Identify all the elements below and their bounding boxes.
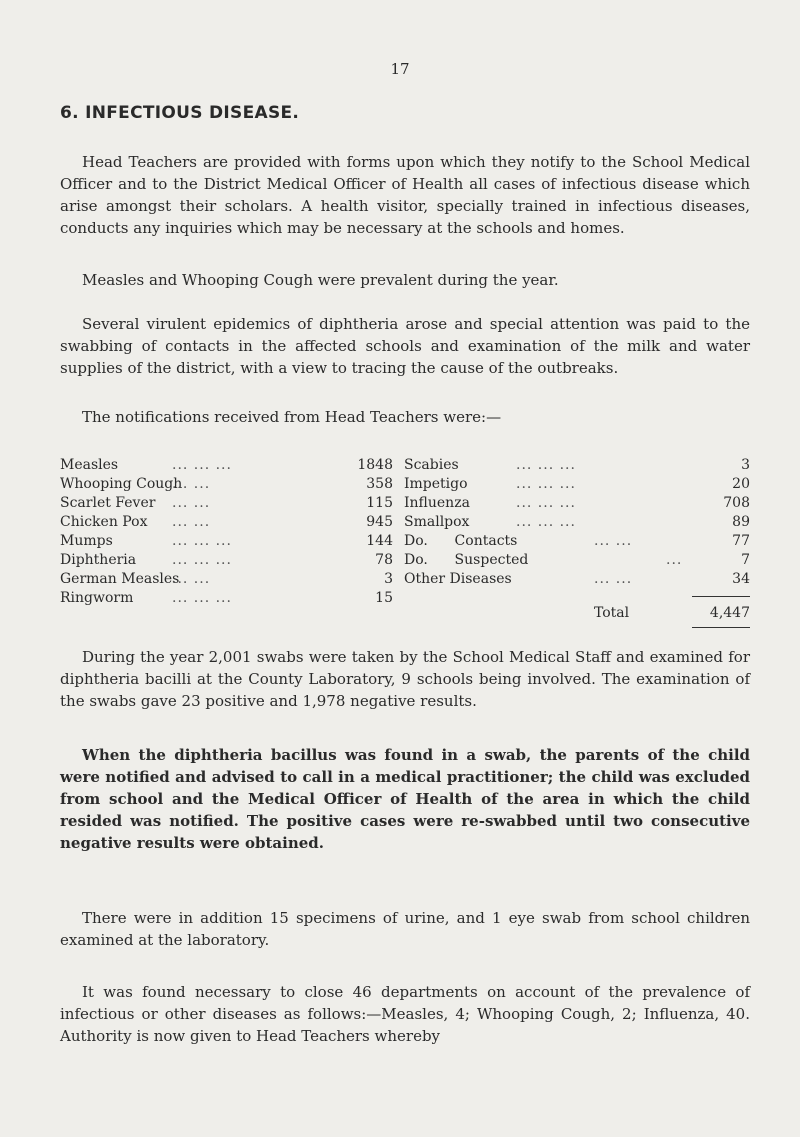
total-value: 4,447 <box>709 605 750 621</box>
table-row <box>60 494 393 513</box>
disease-name: Whooping Cough <box>60 476 183 492</box>
totals-area <box>404 0 750 1137</box>
leader-dots: ... ... ... <box>516 476 576 492</box>
disease-name: Chicken Pox <box>60 514 148 530</box>
notifications-table-left <box>60 456 393 608</box>
disease-count: 945 <box>366 514 393 530</box>
table-row <box>60 513 393 532</box>
disease-count: 89 <box>732 514 750 530</box>
paragraph-specimens: There were in addition 15 specimens of urine, and 1 eye swab from school children examined at the laboratory. <box>60 909 750 949</box>
disease-name: Influenza <box>404 495 470 511</box>
paragraph-closures: It was found necessary to close 46 departments on account of the prevalence of infectious or other diseases as follows:—Measles, 4; Whooping Cough, 2; Influenza, 40. Authority is now given to Head Teachers whereby <box>60 983 750 1045</box>
disease-name: Do. Contacts <box>404 533 518 549</box>
disease-name: Scarlet Fever <box>60 495 156 511</box>
disease-count: 115 <box>366 495 393 511</box>
leader-dots: ... ... <box>172 476 211 492</box>
total-label: Total <box>594 605 630 621</box>
table-row <box>60 532 393 551</box>
total-rule-bottom <box>692 627 750 628</box>
disease-name: Mumps <box>60 533 113 549</box>
disease-count: 7 <box>741 552 750 568</box>
disease-count: 15 <box>375 590 393 606</box>
leader-dots: ... ... ... <box>172 552 232 568</box>
table-row <box>60 456 393 475</box>
disease-count: 77 <box>732 533 750 549</box>
disease-name: Smallpox <box>404 514 470 530</box>
leader-dots: ... ... <box>594 571 633 587</box>
table-row <box>60 589 393 608</box>
disease-name: Scabies <box>404 457 459 473</box>
paragraph-bacillus-procedure: When the diphtheria bacillus was found in a swab, the parents of the child were notified and advised to call in a medical practitioner; the child was excluded from school and the Medical Officer of Health of the area in which the child resided was notified. The positive cases were re-swabbed until two consecutive negative results were obtained. <box>60 746 750 852</box>
leader-dots: ... ... <box>172 514 211 530</box>
disease-count: 3 <box>741 457 750 473</box>
disease-count: 20 <box>732 476 750 492</box>
leader-dots: ... ... ... <box>172 590 232 606</box>
page-number: 17 <box>390 60 410 78</box>
paragraph-forms: Head Teachers are provided with forms upon which they notify to the School Medical Officer and to the District Medical Officer of Health all cases of infectious disease which arise amongst their scholars. A health visitor, specially trained in infectious diseases, conducts any inquiries which may be necessary at the schools and homes. <box>60 153 750 237</box>
leader-dots: ... ... <box>172 571 211 587</box>
disease-name: German Measles <box>60 571 180 587</box>
disease-name: Diphtheria <box>60 552 137 568</box>
table-row <box>60 570 393 589</box>
disease-name: Ringworm <box>60 590 134 606</box>
total-rule-top <box>692 596 750 597</box>
paragraph-prevalent: Measles and Whooping Cough were prevalent during the year. <box>82 271 559 289</box>
disease-count: 144 <box>366 533 393 549</box>
leader-dots: ... ... ... <box>516 495 576 511</box>
leader-dots: ... <box>666 552 683 568</box>
leader-dots: ... ... ... <box>172 533 232 549</box>
disease-count: 34 <box>732 571 750 587</box>
disease-name: Do. Suspected <box>404 552 529 568</box>
paragraph-swabs: During the year 2,001 swabs were taken by the School Medical Staff and examined for diphtheria bacilli at the County Laboratory, 9 schools being involved. The examination of the swabs gave 23 positive and 1,978 negative results. <box>60 648 750 710</box>
disease-name: Impetigo <box>404 476 468 492</box>
leader-dots: ... ... <box>172 495 211 511</box>
disease-count: 358 <box>366 476 393 492</box>
leader-dots: ... ... <box>594 533 633 549</box>
table-row <box>60 475 393 494</box>
disease-name: Measles <box>60 457 119 473</box>
disease-count: 3 <box>384 571 393 587</box>
paragraph-diphtheria: Several virulent epidemics of diphtheria arose and special attention was paid to the swabbing of contacts in the affected schools and examination of the milk and water supplies of the district, with a view to tracing the cause of the outbreaks. <box>60 315 750 377</box>
paragraph-notifications-intro: The notifications received from Head Teachers were:— <box>82 408 502 426</box>
disease-count: 78 <box>375 552 393 568</box>
section-heading: 6. INFECTIOUS DISEASE. <box>60 103 300 123</box>
leader-dots: ... ... ... <box>516 514 576 530</box>
leader-dots: ... ... ... <box>516 457 576 473</box>
leader-dots: ... ... ... <box>172 457 232 473</box>
disease-count: 1848 <box>357 457 393 473</box>
disease-count: 708 <box>723 495 750 511</box>
disease-name: Other Diseases <box>404 571 512 587</box>
table-row <box>60 551 393 570</box>
